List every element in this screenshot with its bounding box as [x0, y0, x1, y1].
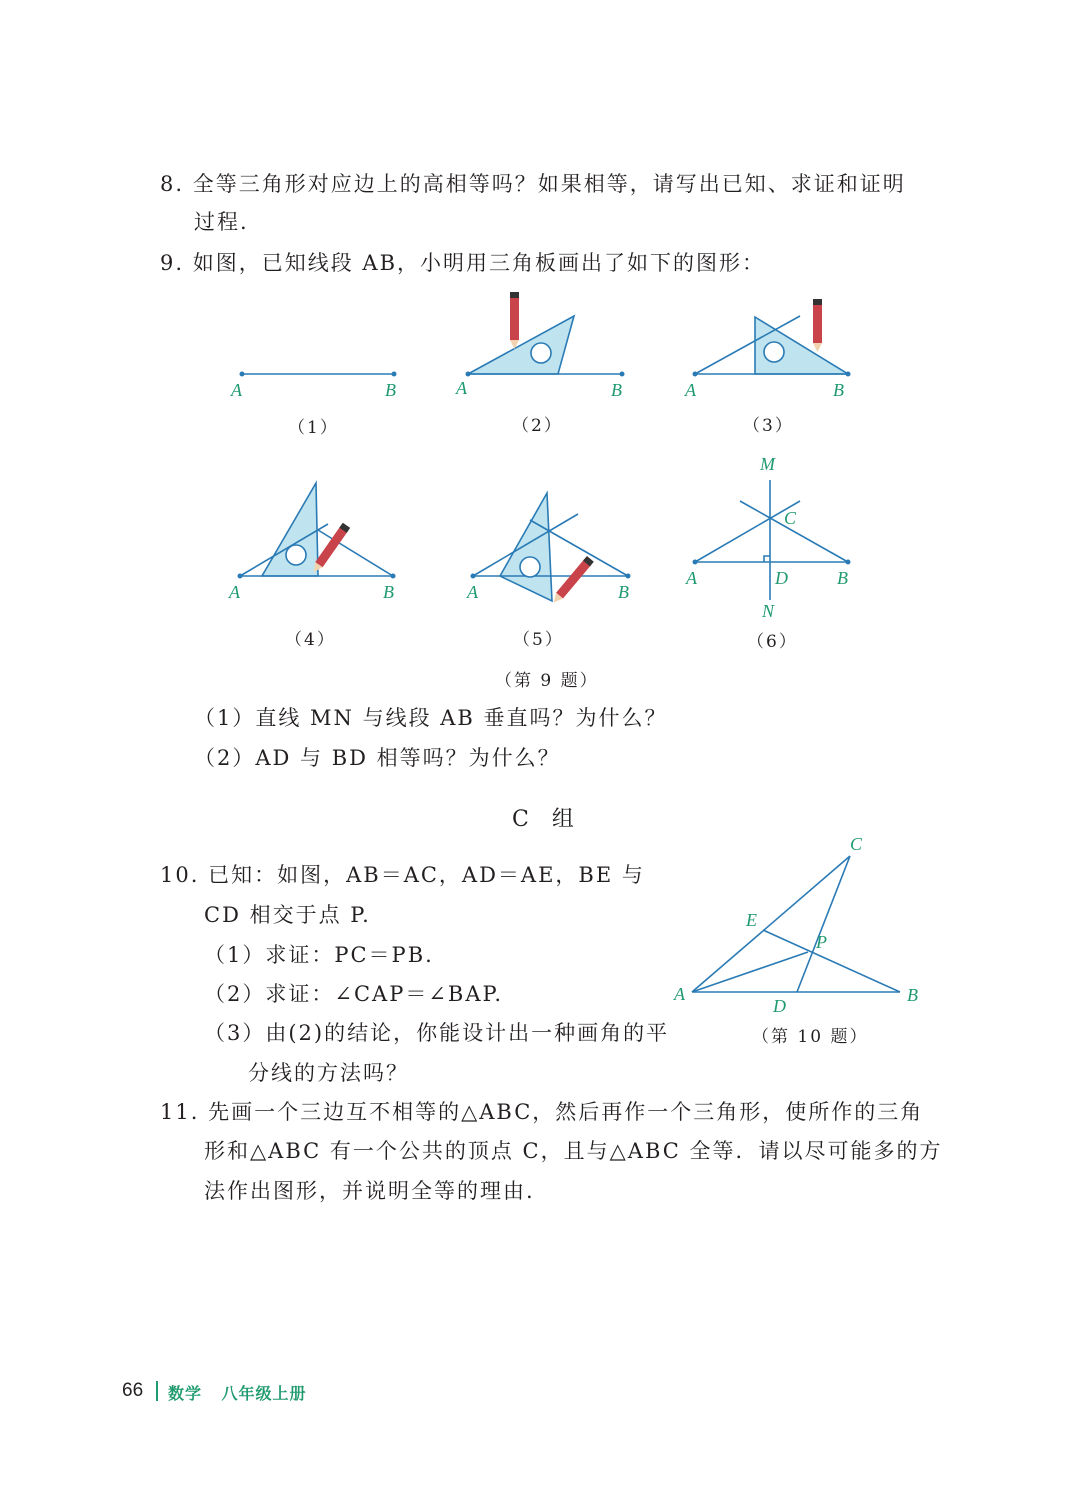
- label-a: A: [229, 582, 240, 602]
- footer-subject: 数学: [168, 1386, 203, 1403]
- label-b: B: [383, 582, 394, 602]
- segment-ap: [692, 952, 808, 992]
- problem-number: 11.: [160, 1100, 200, 1124]
- figure-9-caption: （第 9 题）: [495, 671, 599, 691]
- sub-caption-6: （6）: [747, 632, 798, 652]
- problem-9-text: 如图，已知线段 AB，小明用三角板画出了如下的图形：: [192, 251, 766, 275]
- label-a: A: [685, 380, 696, 400]
- problem-number: 8.: [160, 172, 185, 196]
- problem-8-line-2: 过程.: [194, 210, 249, 234]
- problem-9-sub-2: （2）AD 与 BD 相等吗？为什么？: [194, 746, 561, 770]
- problem-11-text: 先画一个三边互不相等的△ABC，然后再作一个三角形，使所作的三角: [208, 1100, 924, 1124]
- problem-8-text: 全等三角形对应边上的高相等吗？如果相等，请写出已知、求证和证明: [192, 172, 906, 196]
- label-a: A: [686, 568, 697, 588]
- sub-caption-4: （4）: [285, 630, 336, 650]
- label-b: B: [385, 380, 396, 400]
- label-b: B: [833, 380, 844, 400]
- problem-10-line-2: CD 相交于点 P.: [204, 903, 371, 927]
- figure-10-caption: （第 10 题）: [752, 1027, 869, 1047]
- label-d: D: [775, 568, 788, 588]
- label-n: N: [762, 601, 775, 621]
- label-d: D: [773, 996, 786, 1016]
- problem-11-line-1: [160, 1098, 923, 1126]
- problem-10-sub-3: （3）由(2)的结论，你能设计出一种画角的平: [204, 1021, 670, 1045]
- label-e: E: [746, 910, 757, 930]
- label-p: P: [816, 932, 827, 952]
- label-b: B: [611, 380, 622, 400]
- sub-caption-2: （2）: [512, 416, 563, 436]
- label-a: A: [674, 984, 685, 1004]
- problem-10-sub-2: （2）求证：∠CAP＝∠BAP.: [204, 982, 504, 1006]
- label-b: B: [837, 568, 848, 588]
- group-c-heading: C 组: [512, 807, 582, 832]
- problem-number: 9.: [160, 251, 185, 275]
- label-a: A: [467, 582, 478, 602]
- footer-divider: [156, 1381, 158, 1401]
- label-b: B: [618, 582, 629, 602]
- label-m: M: [760, 454, 775, 474]
- sub-caption-5: （5）: [513, 630, 564, 650]
- problem-11-line-3: 法作出图形，并说明全等的理由.: [204, 1179, 535, 1203]
- footer-book-title: [168, 1381, 306, 1404]
- sub-caption-3: （3）: [743, 416, 794, 436]
- label-a: A: [231, 380, 242, 400]
- page-number: 66: [122, 1380, 144, 1401]
- problem-9-sub-1: （1）直线 MN 与线段 AB 垂直吗？为什么？: [194, 706, 668, 730]
- problem-10-text: 已知：如图，AB＝AC，AD＝AE，BE 与: [208, 863, 645, 887]
- segment-cd: [797, 856, 850, 992]
- problem-number: 10.: [160, 863, 200, 887]
- problem-10-sub-3-cont: 分线的方法吗？: [248, 1061, 409, 1085]
- segment-ac: [692, 856, 850, 992]
- footer-grade: 八年级上册: [221, 1386, 307, 1403]
- problem-10-sub-1: （1）求证：PC＝PB.: [204, 943, 434, 967]
- label-c: C: [784, 508, 797, 528]
- label-a: A: [456, 378, 467, 398]
- sub-caption-1: （1）: [288, 418, 339, 438]
- problem-11-line-2: 形和△ABC 有一个公共的顶点 C，且与△ABC 全等．请以尽可能多的方: [204, 1139, 943, 1163]
- label-b: B: [907, 985, 918, 1005]
- label-c: C: [850, 834, 863, 854]
